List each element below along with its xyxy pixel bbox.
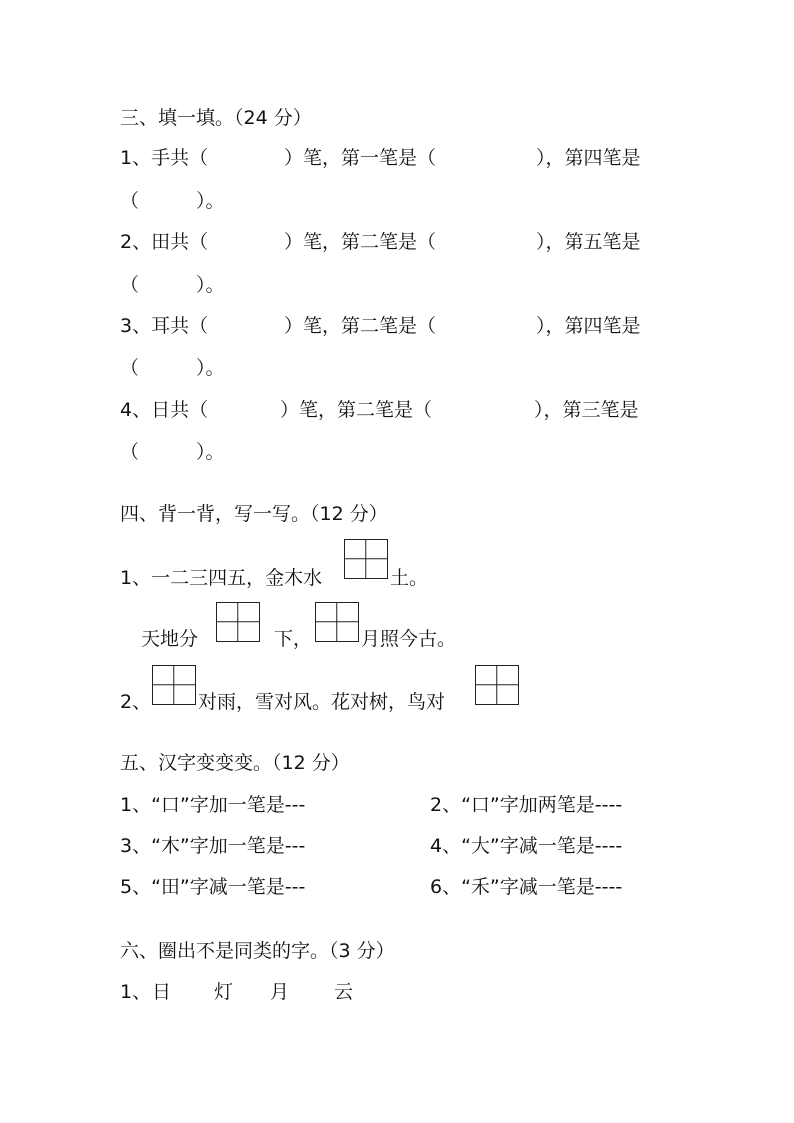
q3-part-b: ）笔，第二笔是（ xyxy=(284,315,437,337)
poem-line-2-start: 天地分 xyxy=(141,628,199,650)
tianzige-writing-box[interactable] xyxy=(315,602,359,642)
couplet-line-num: 2、 xyxy=(120,691,152,713)
q2-part-c: ），第五笔是 xyxy=(536,231,641,253)
tianzige-writing-box[interactable] xyxy=(152,665,196,705)
odd-one-out-num: 1、 xyxy=(120,981,152,1003)
q2-part-a: 2、田共（ xyxy=(120,231,209,253)
tianzige-writing-box[interactable] xyxy=(344,539,388,579)
char-change-item: 6、“禾”字减一笔是---- xyxy=(430,876,623,898)
section-3-title: 三、填一填。（24 分） xyxy=(120,107,312,129)
section-5-title: 五、汉字变变变。（12 分） xyxy=(120,752,350,774)
couplet-line-text: 对雨，雪对风。花对树，鸟对 xyxy=(198,691,446,713)
poem-line-1-start: 1、一二三四五，金木水 xyxy=(120,567,323,589)
poem-line-1-end: 土。 xyxy=(390,567,429,589)
tianzige-writing-box[interactable] xyxy=(216,602,260,642)
odd-one-out-word[interactable]: 月 xyxy=(270,981,290,1003)
q3-part-a: 3、耳共（ xyxy=(120,315,209,337)
q2-part-d: （ ）。 xyxy=(120,274,225,296)
q3-part-d: （ ）。 xyxy=(120,357,225,379)
q4-part-a: 4、日共（ xyxy=(120,399,209,421)
char-change-item: 4、“大”字减一笔是---- xyxy=(430,835,623,857)
char-change-item: 3、“木”字加一笔是--- xyxy=(120,835,306,857)
char-change-item: 5、“田”字减一笔是--- xyxy=(120,876,306,898)
section-4-title: 四、背一背，写一写。（12 分） xyxy=(120,503,388,525)
poem-line-2-end: 月照今古。 xyxy=(361,628,457,650)
char-change-item: 2、“口”字加两笔是---- xyxy=(430,794,623,816)
q4-part-c: ），第三笔是 xyxy=(534,399,639,421)
q1-part-c: ），第四笔是 xyxy=(536,147,641,169)
q1-part-a: 1、手共（ xyxy=(120,147,209,169)
q3-part-c: ），第四笔是 xyxy=(536,315,641,337)
odd-one-out-word[interactable]: 灯 xyxy=(214,981,234,1003)
q4-part-b: ）笔，第二笔是（ xyxy=(280,399,433,421)
odd-one-out-word[interactable]: 云 xyxy=(334,981,354,1003)
poem-line-2-middle: 下， xyxy=(274,628,313,650)
q1-part-d: （ ）。 xyxy=(120,190,225,212)
odd-one-out-word[interactable]: 日 xyxy=(152,981,172,1003)
char-change-item: 1、“口”字加一笔是--- xyxy=(120,794,306,816)
q4-part-d: （ ）。 xyxy=(120,441,225,463)
section-6-title: 六、圈出不是同类的字。（3 分） xyxy=(120,940,395,962)
q1-part-b: ）笔，第一笔是（ xyxy=(284,147,437,169)
tianzige-writing-box[interactable] xyxy=(475,665,519,705)
q2-part-b: ）笔，第二笔是（ xyxy=(284,231,437,253)
